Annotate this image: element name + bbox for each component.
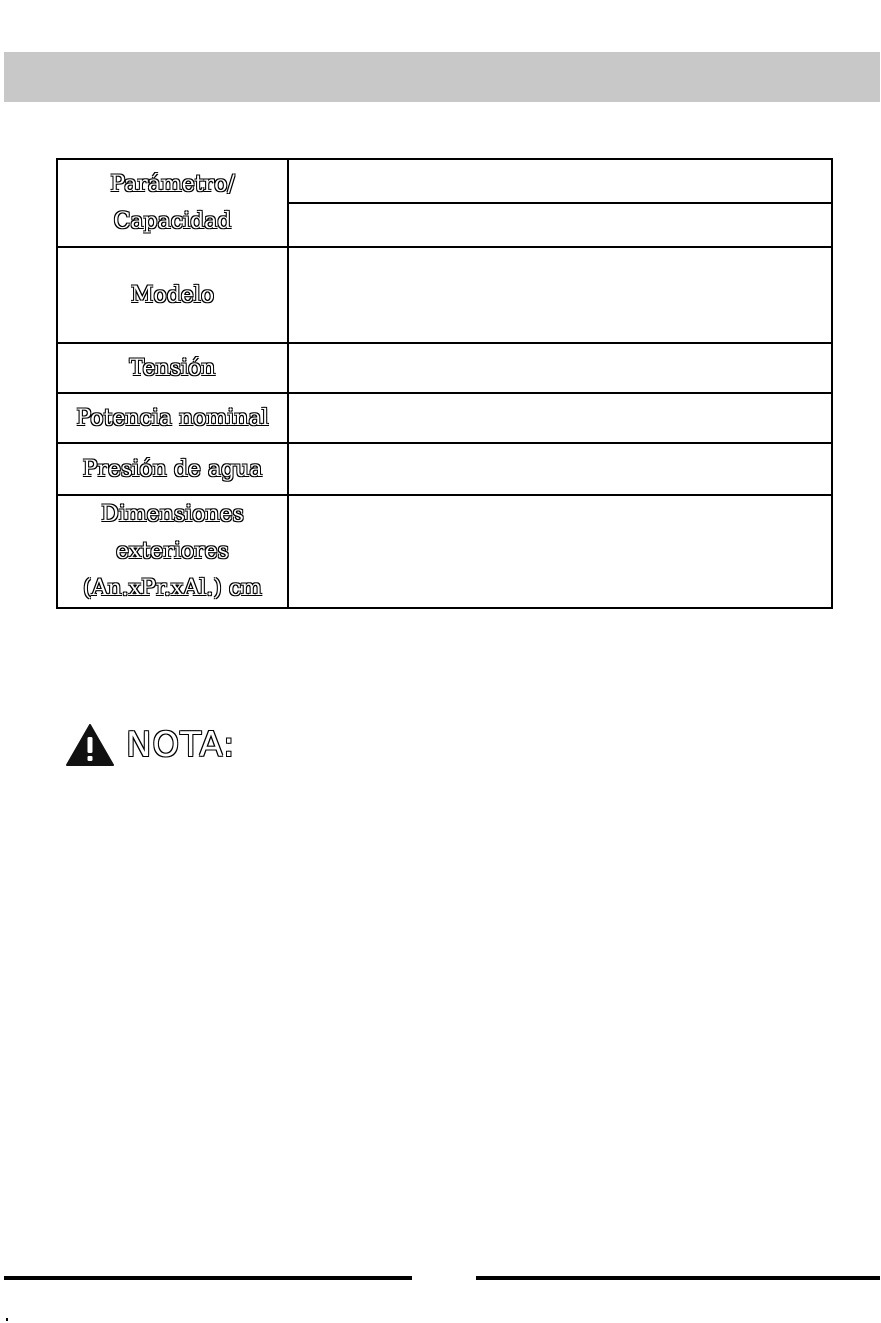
table-row: [57, 495, 832, 608]
dimensions-value: [288, 495, 832, 608]
specifications-table: [56, 158, 833, 609]
capacity-value-2: [288, 203, 832, 247]
row-label-capacidad: Parámetro/ Capacidad: [57, 159, 288, 247]
model-value: [288, 247, 832, 343]
row-label-potencia: Potencia nominal: [57, 393, 288, 443]
table-row: [57, 443, 832, 495]
section-header-bar: [4, 52, 880, 102]
voltage-value: [288, 343, 832, 393]
row-label-presion: Presión de agua: [57, 443, 288, 495]
row-label-dimensiones: Dimensiones exteriores (An.xPr.xAl.) cm: [57, 495, 288, 608]
table-row: [57, 247, 832, 343]
table-row: [57, 393, 832, 443]
table-row: [57, 159, 832, 203]
power-value: [288, 393, 832, 443]
row-label-tension: Tensión: [57, 343, 288, 393]
warning-icon: [66, 724, 114, 766]
water-pressure-value: [288, 443, 832, 495]
note-heading: [66, 720, 235, 770]
table-row: [57, 343, 832, 393]
capacity-value-1: [288, 159, 832, 203]
row-label-modelo: Modelo: [57, 247, 288, 343]
footer-rule-right: [476, 1276, 880, 1280]
footer-mark: [6, 1318, 8, 1321]
footer-rule-left: [4, 1276, 412, 1280]
note-label: NOTA:: [126, 725, 236, 765]
